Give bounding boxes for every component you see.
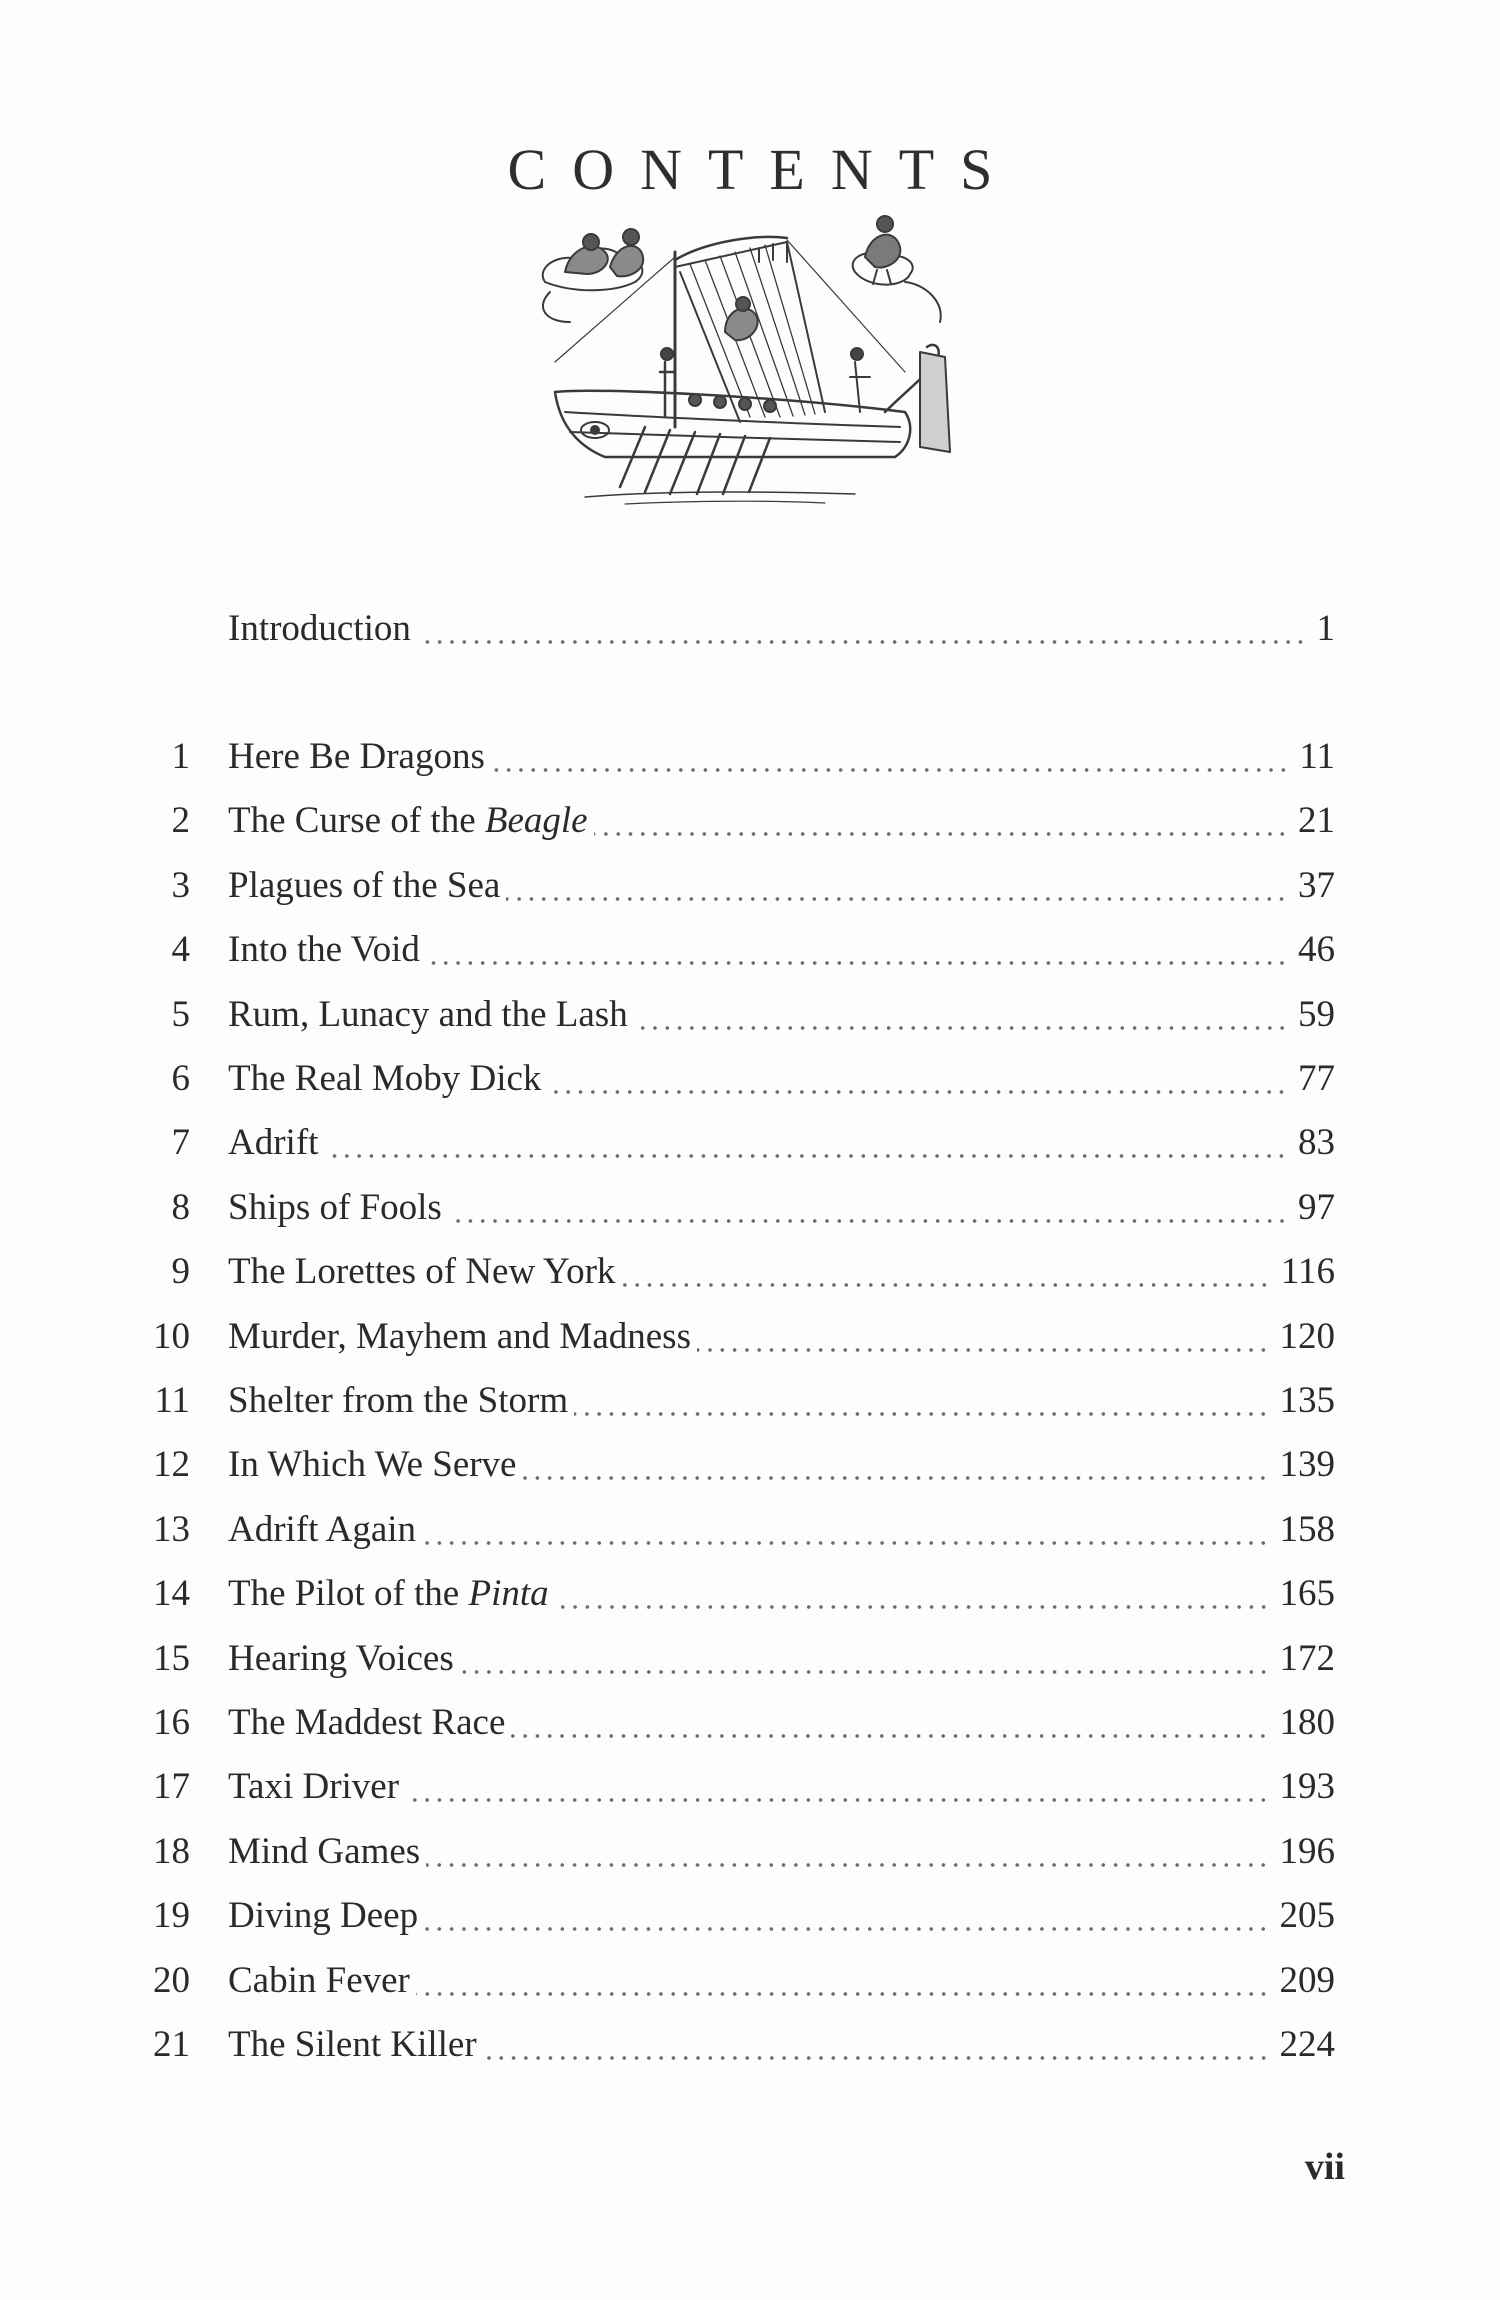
chapter-title: Shelter from the Storm xyxy=(228,1380,569,1421)
chapter-number: 11 xyxy=(154,1380,190,1421)
ship-name: Pinta xyxy=(468,1573,549,1615)
page-title: CONTENTS xyxy=(507,137,1019,202)
dot-leader xyxy=(405,1798,1269,1802)
chapter-title: Hearing Voices xyxy=(228,1637,454,1679)
toc-entry xyxy=(140,1440,1335,1490)
dot-leader xyxy=(426,1863,1269,1867)
dot-leader xyxy=(426,961,1288,965)
toc-entry xyxy=(140,1183,1335,1233)
toc-entry xyxy=(140,925,1335,975)
dot-leader xyxy=(555,1605,1270,1609)
chapter-title: Plagues of the Sea xyxy=(228,864,501,906)
page-reference: 116 xyxy=(1280,1251,1335,1293)
toc-entry xyxy=(140,2020,1335,2070)
dot-leader xyxy=(422,1541,1269,1545)
chapter-number: 7 xyxy=(171,1122,190,1164)
toc-entry xyxy=(140,1762,1335,1812)
dot-leader xyxy=(491,768,1290,772)
chapter-title: Introduction xyxy=(228,608,411,649)
toc-entry xyxy=(140,1956,1335,2006)
toc-entry xyxy=(140,1247,1335,1297)
chapter-number: 17 xyxy=(153,1766,190,1808)
chapter-number: 20 xyxy=(153,1959,190,2001)
chapter-title: Adrift xyxy=(228,1122,319,1164)
toc-entry xyxy=(140,1312,1335,1362)
dot-leader xyxy=(417,640,1307,644)
dot-leader xyxy=(511,1734,1269,1738)
chapter-title: Cabin Fever xyxy=(228,1959,410,2001)
chapter-number: 12 xyxy=(153,1444,190,1486)
page-reference: 77 xyxy=(1298,1058,1335,1099)
chapter-title: The Maddest Race xyxy=(228,1702,506,1743)
chapter-number: 1 xyxy=(171,736,190,777)
page-reference: 135 xyxy=(1279,1380,1335,1421)
page-reference: 21 xyxy=(1298,800,1335,842)
dot-leader xyxy=(634,1026,1288,1030)
chapter-number: 9 xyxy=(171,1251,190,1293)
chapter-title: Diving Deep xyxy=(228,1895,419,1937)
page-reference: 205 xyxy=(1279,1895,1335,1937)
page-reference: 224 xyxy=(1279,2024,1335,2065)
toc-entry xyxy=(140,861,1335,911)
page-reference: 120 xyxy=(1279,1315,1335,1357)
dot-leader xyxy=(324,1154,1288,1158)
toc-entry xyxy=(140,990,1335,1040)
dot-leader xyxy=(416,1992,1270,1996)
ancient-ship-with-sirens-icon xyxy=(525,212,965,512)
dot-leader xyxy=(697,1348,1270,1352)
chapter-title: Here Be Dragons xyxy=(228,736,485,777)
page-reference: 172 xyxy=(1279,1637,1335,1679)
toc-entry xyxy=(140,1569,1335,1619)
chapter-number: 15 xyxy=(153,1637,190,1679)
dot-leader xyxy=(483,2056,1270,2060)
chapter-number: 14 xyxy=(153,1573,190,1615)
chapter-number: 6 xyxy=(171,1058,190,1099)
dot-leader xyxy=(594,832,1288,836)
page-reference: 59 xyxy=(1298,993,1335,1035)
dot-leader xyxy=(621,1283,1270,1287)
chapter-title: Adrift Again xyxy=(228,1508,417,1550)
dot-leader xyxy=(506,897,1288,901)
page-reference: 158 xyxy=(1279,1508,1335,1550)
page-reference: 193 xyxy=(1279,1766,1335,1808)
chapter-title: In Which We Serve xyxy=(228,1444,517,1486)
toc-entry xyxy=(140,1891,1335,1941)
page-reference: 196 xyxy=(1279,1830,1335,1872)
chapter-number: 16 xyxy=(153,1702,190,1743)
chapter-title: Murder, Mayhem and Madness xyxy=(228,1315,691,1357)
page-reference: 83 xyxy=(1298,1122,1335,1164)
chapter-title: The Lorettes of New York xyxy=(228,1251,616,1293)
chapter-title: Taxi Driver xyxy=(228,1766,400,1808)
chapter-number: 5 xyxy=(171,993,190,1035)
toc-entry xyxy=(140,1376,1335,1426)
chapter-title: The Real Moby Dick xyxy=(228,1058,542,1099)
toc-entry xyxy=(140,732,1335,782)
chapter-number: 18 xyxy=(153,1830,190,1872)
chapter-title: The Silent Killer xyxy=(228,2024,477,2065)
page-reference: 165 xyxy=(1279,1573,1335,1615)
page-reference: 139 xyxy=(1279,1444,1335,1486)
page-reference: 97 xyxy=(1298,1186,1335,1228)
toc-entry xyxy=(140,1118,1335,1168)
chapter-number: 10 xyxy=(153,1315,190,1357)
chapter-title: Into the Void xyxy=(228,929,420,971)
ship-name: Beagle xyxy=(484,800,588,842)
toc-entry xyxy=(140,1505,1335,1555)
chapter-title: The Pilot of the Pinta xyxy=(228,1573,549,1615)
page-reference: 209 xyxy=(1279,1959,1335,2001)
chapter-title: Rum, Lunacy and the Lash xyxy=(228,993,628,1035)
page-reference: 11 xyxy=(1299,736,1335,777)
chapter-title: Mind Games xyxy=(228,1830,421,1872)
dot-leader xyxy=(460,1670,1270,1674)
chapter-title: The Curse of the Beagle xyxy=(228,800,588,842)
chapter-number: 19 xyxy=(153,1895,190,1937)
dot-leader xyxy=(547,1090,1288,1094)
chapter-number: 8 xyxy=(171,1186,190,1228)
chapter-number: 3 xyxy=(171,864,190,906)
page-reference: 180 xyxy=(1279,1702,1335,1743)
dot-leader xyxy=(574,1412,1269,1416)
toc-entry xyxy=(140,1698,1335,1748)
dot-leader xyxy=(424,1927,1269,1931)
dot-leader xyxy=(448,1219,1288,1223)
chapter-title: Ships of Fools xyxy=(228,1186,442,1228)
chapter-number: 21 xyxy=(153,2024,190,2065)
chapter-number: 13 xyxy=(153,1508,190,1550)
page-reference: 46 xyxy=(1298,929,1335,971)
toc-entry xyxy=(140,1054,1335,1104)
toc-entry xyxy=(140,796,1335,846)
page-reference: 1 xyxy=(1316,608,1335,649)
toc-entry xyxy=(140,1827,1335,1877)
dot-leader xyxy=(522,1476,1269,1480)
page-number: vii xyxy=(1304,2146,1345,2188)
toc-entry-introduction xyxy=(140,604,1335,654)
chapter-number: 2 xyxy=(171,800,190,842)
toc-entry xyxy=(140,1634,1335,1684)
page-reference: 37 xyxy=(1298,864,1335,906)
chapter-number: 4 xyxy=(171,929,190,971)
